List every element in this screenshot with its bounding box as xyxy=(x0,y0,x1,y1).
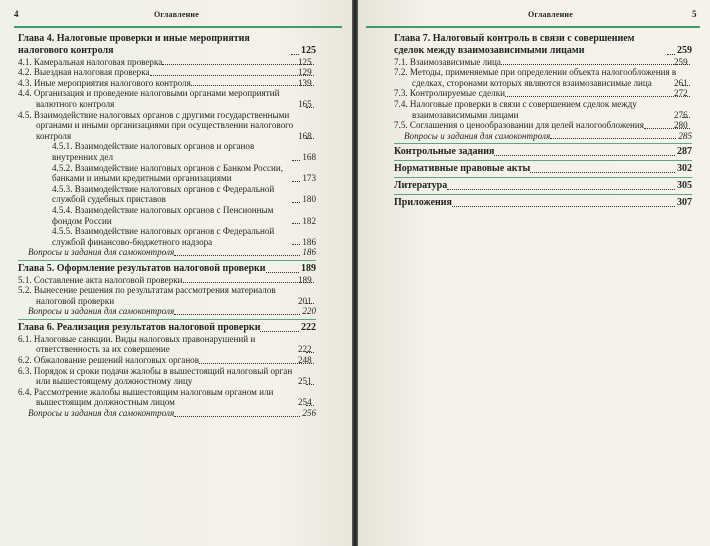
toc-entry[interactable] xyxy=(394,57,692,68)
toc-entry-title: Вопросы и задания для самоконтроля xyxy=(28,306,175,317)
running-header xyxy=(14,9,344,23)
toc-entry-page: 222 xyxy=(301,322,316,334)
toc-entry-title: 7.3. Контролируемые сделки xyxy=(394,88,505,99)
dot-leader xyxy=(174,255,300,256)
toc-entry-page: 222 xyxy=(298,344,312,355)
running-head-title: Оглавление xyxy=(154,10,199,19)
toc-entry-page: 280 xyxy=(674,120,688,131)
toc-entry[interactable] xyxy=(394,120,692,131)
toc-entry-title: Глава 6. Реализация результатов налоговой проверки xyxy=(18,322,261,334)
toc-entry-title: 4.5.3. Взаимодействие налоговых органов с Федеральной службой судебных приставов xyxy=(52,183,275,205)
toc-entry-page: 186 xyxy=(302,247,316,258)
toc-entry-page: 256 xyxy=(302,408,316,418)
chapter-divider xyxy=(394,177,692,178)
right-page xyxy=(358,0,710,546)
toc-entry-page: 248 xyxy=(298,355,312,366)
toc-entry-page: 186 xyxy=(302,236,316,247)
toc-entry[interactable] xyxy=(18,57,316,68)
toc-entry[interactable] xyxy=(18,366,316,387)
toc-entry[interactable] xyxy=(394,33,692,57)
toc-entry[interactable] xyxy=(52,141,316,162)
dot-leader xyxy=(550,138,676,139)
toc-entry-page: 259 xyxy=(677,44,692,56)
toc-entry-title: Глава 7. Налоговый контроль в связи с совершением сделок между взаимозависимыми лицами xyxy=(394,33,635,56)
toc-entry-page: 272 xyxy=(674,88,688,99)
toc-entry[interactable] xyxy=(18,78,316,89)
toc-entry-title: 7.1. Взаимозависимые лица xyxy=(394,56,501,67)
toc-entry-page: 305 xyxy=(677,179,692,191)
toc-entry-title: 5.1. Составление акта налоговой проверки xyxy=(18,274,183,285)
toc-entry-page: 287 xyxy=(677,146,692,158)
toc-entry[interactable] xyxy=(18,285,316,306)
toc-entry-page: 302 xyxy=(677,163,692,175)
chapter-divider xyxy=(394,160,692,161)
dot-leader xyxy=(191,85,314,86)
dot-leader xyxy=(150,75,314,76)
chapter-divider xyxy=(18,260,316,261)
toc-entry-page: 251 xyxy=(298,376,312,387)
dot-leader xyxy=(501,64,690,65)
toc-entry[interactable] xyxy=(52,205,316,226)
left-page xyxy=(0,0,352,546)
toc-entry-page: 125 xyxy=(301,44,316,56)
chapter-divider xyxy=(394,143,692,144)
toc-entry[interactable] xyxy=(18,334,316,355)
toc-entry-title: 6.3. Порядок и сроки подачи жалобы в вышестоящий налоговый орган или вышестоящему должностному лицу xyxy=(18,365,293,387)
toc-entry-title: Вопросы и задания для самоконтроля xyxy=(404,130,551,141)
toc-entry[interactable] xyxy=(18,33,316,57)
toc-entry-title: Приложения xyxy=(394,196,452,208)
toc-entry-page: 189 xyxy=(301,262,316,274)
toc-entry-title: 6.2. Обжалование решений налоговых органов xyxy=(18,355,200,366)
toc-entry[interactable] xyxy=(18,387,316,408)
toc-entry-page: 276 xyxy=(674,109,688,120)
dot-leader xyxy=(292,181,300,182)
toc-entry-title: 4.2. Выездная налоговая проверка xyxy=(18,67,150,78)
toc-entry-page: 261 xyxy=(674,77,688,88)
dot-leader xyxy=(260,331,299,332)
toc-entry-page: 259 xyxy=(674,56,688,67)
toc-entry-title: 4.3. Иные мероприятия налогового контроля xyxy=(18,77,191,88)
toc-entry[interactable] xyxy=(52,226,316,247)
toc-entry[interactable] xyxy=(18,355,316,366)
table-of-contents xyxy=(18,32,316,419)
dot-leader xyxy=(447,189,675,190)
toc-entry[interactable] xyxy=(394,163,692,175)
dot-leader xyxy=(292,202,300,203)
running-header xyxy=(370,9,700,23)
dot-leader xyxy=(292,244,300,245)
toc-entry-title: 5.2. Вынесение решения по результатам рассмотрения материалов налоговой проверки xyxy=(18,285,276,306)
toc-entry-page: 182 xyxy=(302,215,316,226)
toc-entry-title: 6.1. Налоговые санкции. Виды налоговых правонарушений и ответственность за их совершение xyxy=(18,333,256,355)
dot-leader xyxy=(174,416,300,417)
toc-entry-title: Контрольные задания xyxy=(394,146,495,158)
toc-entry-page: 168 xyxy=(302,151,316,162)
toc-entry[interactable] xyxy=(18,263,316,275)
toc-entry[interactable] xyxy=(28,247,316,258)
toc-entry-page: 189 xyxy=(298,274,312,285)
toc-entry-title: Глава 4. Налоговые проверки и иные мероприятия налогового контроля xyxy=(18,33,250,56)
toc-entry[interactable] xyxy=(394,99,692,120)
running-head-title: Оглавление xyxy=(528,10,573,19)
toc-entry-page: 165 xyxy=(298,98,312,109)
chapter-divider xyxy=(394,194,692,195)
toc-entry[interactable] xyxy=(394,146,692,158)
page-number: 5 xyxy=(692,9,697,19)
dot-leader xyxy=(494,155,675,156)
toc-entry-title: 4.1. Камеральная налоговая проверка xyxy=(18,56,163,67)
toc-entry-page: 307 xyxy=(677,196,692,208)
toc-entry[interactable] xyxy=(18,88,316,109)
toc-entry-page: 129 xyxy=(298,67,312,78)
toc-entry-title: Вопросы и задания для самоконтроля xyxy=(28,247,175,258)
dot-leader xyxy=(505,96,690,97)
dot-leader xyxy=(292,160,300,161)
toc-entry-page: 220 xyxy=(302,306,316,317)
toc-entry-title: 4.4. Организация и проведение налоговыми органами мероприятий валютного контроля xyxy=(18,88,280,109)
toc-entry-title: 4.5.2. Взаимодействие налоговых органов с Банком России, банками и иными кредитными организациями xyxy=(52,162,284,184)
dot-leader xyxy=(452,206,675,207)
toc-entry-title: 4.5. Взаимодействие налоговых органов с другими государственными органами и иными организациями при осуществлении налогового контроля xyxy=(18,109,294,141)
toc-entry-page: 139 xyxy=(298,77,312,88)
dot-leader xyxy=(530,172,675,173)
dot-leader xyxy=(291,54,299,55)
dot-leader xyxy=(183,282,314,283)
toc-entry[interactable] xyxy=(18,110,316,142)
header-rule xyxy=(14,26,342,28)
toc-entry[interactable] xyxy=(52,163,316,184)
toc-entry[interactable] xyxy=(18,322,316,334)
page-number: 4 xyxy=(14,9,19,19)
toc-entry[interactable] xyxy=(394,197,692,209)
toc-entry-title: Литература xyxy=(394,179,448,191)
toc-entry-title: 4.5.5. Взаимодействие налоговых органов с Федеральной службой финансово-бюджетного надзора xyxy=(52,226,275,247)
toc-entry-title: Нормативные правовые акты xyxy=(394,163,531,175)
toc-entry-title: 7.4. Налоговые проверки в связи с совершением сделок между взаимозависимыми лицами xyxy=(394,98,637,120)
dot-leader xyxy=(162,64,314,65)
toc-entry-page: 173 xyxy=(302,173,316,184)
header-rule xyxy=(366,26,700,28)
toc-entry-title: 7.2. Методы, применяемые при определении объекта налогообложения в сделках, сторонами которых являются взаимозависимые лица xyxy=(394,67,677,88)
toc-entry-page: 125 xyxy=(298,56,312,67)
chapter-divider xyxy=(18,319,316,320)
toc-entry-page: 285 xyxy=(678,130,692,141)
toc-entry[interactable] xyxy=(404,131,692,142)
table-of-contents xyxy=(394,32,692,209)
dot-leader xyxy=(292,223,300,224)
toc-entry[interactable] xyxy=(394,67,692,88)
toc-entry[interactable] xyxy=(18,67,316,78)
toc-entry[interactable] xyxy=(28,408,316,419)
toc-entry[interactable] xyxy=(394,88,692,99)
toc-entry[interactable] xyxy=(28,306,316,317)
toc-entry[interactable] xyxy=(52,184,316,205)
toc-entry[interactable] xyxy=(18,275,316,286)
toc-entry[interactable] xyxy=(394,180,692,192)
dot-leader xyxy=(199,363,314,364)
toc-entry-title: 4.5.4. Взаимодействие налоговых органов с Пенсионным фондом России xyxy=(52,204,274,226)
toc-entry-page: 254 xyxy=(298,397,312,408)
toc-entry-title: Глава 5. Оформление результатов налоговой проверки xyxy=(18,262,266,274)
dot-leader xyxy=(174,314,300,315)
toc-entry-page: 201 xyxy=(298,295,312,306)
toc-entry-page: 168 xyxy=(298,130,312,141)
toc-entry-page: 180 xyxy=(302,194,316,205)
toc-entry-title: 6.4. Рассмотрение жалобы вышестоящим налоговым органом или вышестоящим должностным лицом xyxy=(18,386,274,408)
toc-entry-title: 4.5.1. Взаимодействие налоговых органов и органов внутренних дел xyxy=(52,141,255,162)
toc-entry-title: 7.5. Соглашения о ценообразовании для целей налогообложения xyxy=(394,120,644,131)
dot-leader xyxy=(266,272,299,273)
dot-leader xyxy=(667,54,675,55)
toc-entry-title: Вопросы и задания для самоконтроля xyxy=(28,408,175,418)
